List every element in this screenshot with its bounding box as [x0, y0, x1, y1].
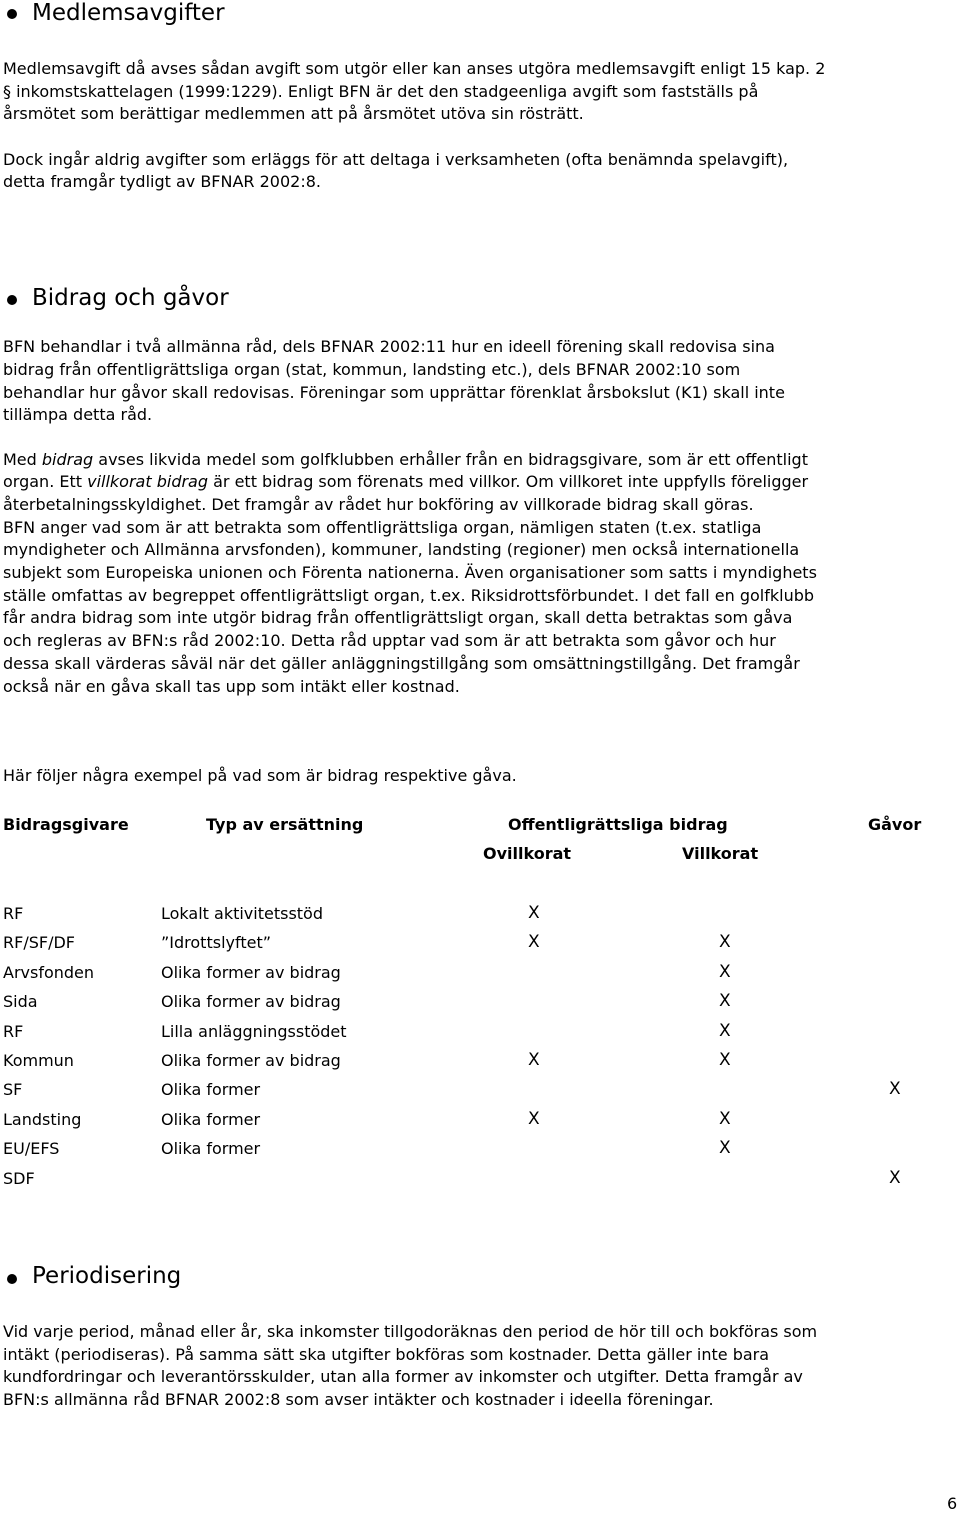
- cell-type: Olika former av bidrag: [161, 963, 341, 982]
- cell-conditional: X: [719, 932, 731, 952]
- cell-unconditional: X: [528, 1109, 540, 1129]
- cell-gift: X: [889, 1168, 901, 1188]
- cell-type: Olika former: [161, 1110, 261, 1129]
- cell-type: Olika former av bidrag: [161, 992, 341, 1011]
- cell-unconditional: X: [528, 903, 540, 923]
- paragraph-line: ställe omfattas av begreppet offentligrättsligt organ, t.ex. Riksidrottsförbundet. I det fall en golfklubb: [3, 586, 815, 605]
- paragraph-line: Med bidrag avses likvida medel som golfklubben erhåller från en bidragsgivare, som är ett offentligt: [3, 450, 808, 469]
- cell-conditional: X: [719, 991, 731, 1011]
- paragraph-line: subjekt som Europeiska unionen och Förenta nationerna. Även organisationer som satts i myndighets: [3, 563, 817, 582]
- cell-unconditional: X: [528, 932, 540, 952]
- heading-medlemsavgifter: Medlemsavgifter: [32, 0, 225, 26]
- cell-type: Lilla anläggningsstödet: [161, 1022, 347, 1041]
- column-header-public: Offentligrättsliga bidrag: [508, 815, 728, 834]
- cell-conditional: X: [719, 1021, 731, 1041]
- emphasis-villkorat-bidrag: villkorat bidrag: [87, 472, 209, 491]
- cell-conditional: X: [719, 962, 731, 982]
- paragraph-line: detta framgår tydligt av BFNAR 2002:8.: [3, 172, 321, 191]
- cell-giver: SF: [3, 1080, 23, 1099]
- paragraph-line: BFN anger vad som är att betrakta som offentligrättsliga organ, nämligen staten (t.ex. statliga: [3, 518, 762, 537]
- cell-giver: Landsting: [3, 1110, 82, 1129]
- cell-conditional: X: [719, 1109, 731, 1129]
- cell-giver: Sida: [3, 992, 38, 1011]
- page-number: 6: [947, 1494, 958, 1513]
- paragraph-line: Medlemsavgift då avses sådan avgift som utgör eller kan anses utgöra medlemsavgift enligt 15 kap. 2: [3, 59, 826, 78]
- paragraph-line: också när en gåva skall tas upp som intäkt eller kostnad.: [3, 677, 460, 696]
- bullet-icon: [7, 295, 17, 305]
- bullet-icon: [7, 1274, 17, 1284]
- cell-giver: SDF: [3, 1169, 35, 1188]
- paragraph-line: årsmötet som berättigar medlemmen att på årsmötet utöva sin rösträtt.: [3, 104, 584, 123]
- paragraph-line: kundfordringar och leverantörsskulder, utan alla former av inkomster och utgifter. Detta framgår av: [3, 1367, 803, 1386]
- paragraph-line: tillämpa detta råd.: [3, 405, 153, 424]
- column-header-type: Typ av ersättning: [206, 815, 364, 834]
- cell-gift: X: [889, 1079, 901, 1099]
- column-header-giver: Bidragsgivare: [3, 815, 129, 834]
- cell-giver: RF: [3, 1022, 24, 1041]
- cell-type: Olika former av bidrag: [161, 1051, 341, 1070]
- paragraph-line: organ. Ett villkorat bidrag är ett bidrag som förenats med villkor. Om villkoret inte uppfylls föreligger: [3, 472, 809, 491]
- paragraph-line: dessa skall värderas såväl när det gäller anläggningstillgång som omsättningstillgång. Det framgår: [3, 654, 800, 673]
- paragraph-line: BFN:s allmänna råd BFNAR 2002:8 som avser intäkter och kostnader i ideella föreningar.: [3, 1390, 714, 1409]
- column-header-unconditional: Ovillkorat: [483, 844, 572, 863]
- cell-conditional: X: [719, 1138, 731, 1158]
- cell-unconditional: X: [528, 1050, 540, 1070]
- paragraph-line: Vid varje period, månad eller år, ska inkomster tillgodoräknas den period de hör till och bokföras som: [3, 1322, 818, 1341]
- cell-giver: RF: [3, 904, 24, 923]
- cell-type: ”Idrottslyftet”: [161, 933, 272, 952]
- bullet-icon: [7, 9, 17, 19]
- emphasis-bidrag: bidrag: [41, 450, 94, 469]
- paragraph-line: bidrag från offentligrättsliga organ (stat, kommun, landsting etc.), dels BFNAR 2002:10 som: [3, 360, 741, 379]
- heading-periodisering: Periodisering: [32, 1263, 182, 1289]
- cell-giver: Arvsfonden: [3, 963, 95, 982]
- cell-type: Olika former: [161, 1080, 261, 1099]
- paragraph-line: och regleras av BFN:s råd 2002:10. Detta råd upptar vad som är att betrakta som gåvor och hur: [3, 631, 776, 650]
- paragraph-line: § inkomstskattelagen (1999:1229). Enligt BFN är det den stadgeenliga avgift som fastställs på: [3, 82, 759, 101]
- cell-conditional: X: [719, 1050, 731, 1070]
- cell-giver: Kommun: [3, 1051, 74, 1070]
- paragraph-line: återbetalningsskyldighet. Det framgår av rådet hur bokföring av villkorade bidrag skall göras.: [3, 495, 754, 514]
- column-header-conditional: Villkorat: [682, 844, 759, 863]
- cell-type: Olika former: [161, 1139, 261, 1158]
- paragraph-line: BFN behandlar i två allmänna råd, dels BFNAR 2002:11 hur en ideell förening skall redovisa sina: [3, 337, 775, 356]
- paragraph-line: Dock ingår aldrig avgifter som erläggs för att deltaga i verksamheten (ofta benämnda spelavgift),: [3, 150, 789, 169]
- heading-bidrag-och-gavor: Bidrag och gåvor: [32, 285, 229, 311]
- paragraph-line: myndigheter och Allmänna arvsfonden), kommuner, landsting (regioner) men också internationella: [3, 540, 800, 559]
- column-header-gifts: Gåvor: [868, 815, 922, 834]
- paragraph-line: får andra bidrag som inte utgör bidrag från offentligrättsligt organ, skall detta betraktas som gåva: [3, 608, 793, 627]
- paragraph-line: behandlar hur gåvor skall redovisas. Föreningar som upprättar förenklat årsbokslut (K1) skall inte: [3, 383, 785, 402]
- cell-giver: RF/SF/DF: [3, 933, 75, 952]
- cell-giver: EU/EFS: [3, 1139, 60, 1158]
- paragraph-line: intäkt (periodiseras). På samma sätt ska utgifter bokföras som kostnader. Detta gäller inte bara: [3, 1345, 770, 1364]
- table-intro: Här följer några exempel på vad som är bidrag respektive gåva.: [3, 766, 517, 785]
- cell-type: Lokalt aktivitetsstöd: [161, 904, 323, 923]
